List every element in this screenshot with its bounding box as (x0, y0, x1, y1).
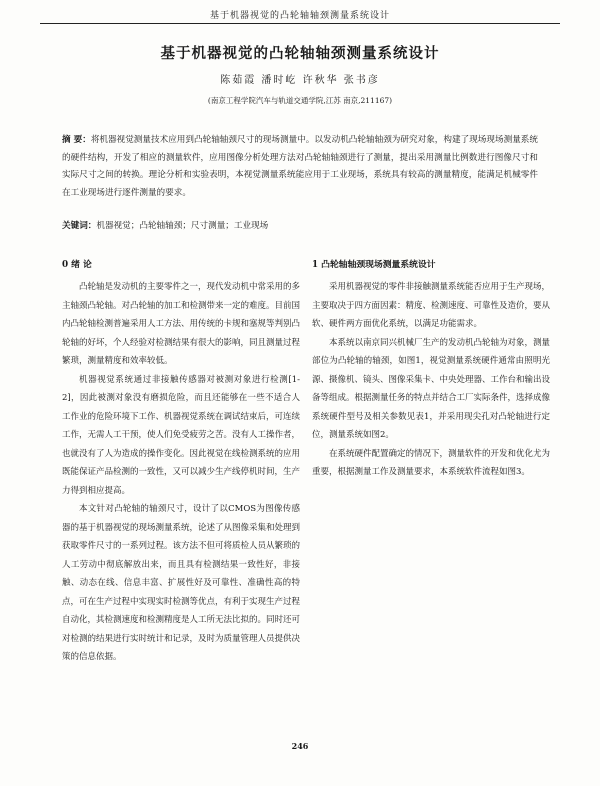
keywords (62, 218, 538, 235)
page-number: 246 (291, 741, 309, 751)
abstract (62, 132, 538, 202)
abstract-text: 将机器视觉测量技术应用到凸轮轴轴颈尺寸的现场测量中。以发动机凸轮轴轴颈为研究对象，构建了现场现场测量系统的硬件结构，开发了相应的测量软件，应用图像分析处理方法对凸轮轴轴颈进行了测量，提出采用测量比例数进行图像尺寸和实际尺寸之间的转换。理论分析和实验表明，本视觉测量系统能应用于工业现场，系统具有较高的测量精度，能满足机械零件在工业现场进行逐件测量的要求。 (62, 135, 538, 198)
system-paragraph: 采用机器视觉的零件非接触测量系统能否应用于生产现场，主要取决于四方面因素：精度、检测速度、可靠性及造价，要从软、硬件两方面优化系统，以满足功能需求。 (312, 282, 551, 329)
system-paragraph: 本系统以南京同兴机械厂生产的发动机凸轮轴为对象，测量部位为凸轮轴的轴颈，如图1，视觉测量系统硬件通常由照明光源、摄像机、镜头、图像采集卡、中央处理器、工作台和输出设备等组成。根据测量任务的特点并结合工厂实际条件，选择成像系统硬件型号及相关参数见表1，并采用现尖孔对凸轮轴进行定位，测量系统如图2。 (312, 337, 551, 440)
keywords-label: 关键词： (62, 221, 97, 231)
left-column (62, 256, 300, 667)
section-heading-intro: 0 绪 论 (62, 260, 92, 270)
keywords-text: 机器视觉；凸轮轴轴颈；尺寸测量；工业现场 (96, 221, 269, 231)
paper-authors: 陈茹霞 潘时屹 许秋华 张书彦 (220, 75, 380, 86)
intro-paragraph: 本文针对凸轮轴的轴颈尺寸，设计了以CMOS为图像传感器的基于机器视觉的现场测量系统，论述了从图像采集和处理到获取零件尺寸的一系列过程。该方法不但可将质检人员从繁琐的人工劳动中彻底解放出来，而且具有检测结果一致性好，非接触、动态在线、信息丰富、扩展性好及可靠性、准确性高的特点，可在生产过程中实现实时检测等优点，有利于实现生产过程自动化，其检测速度和检测精度是人工所无法比拟的。同时还可对检测的结果进行实时统计和记录，及时为质量管理人员提供决策的信息依据。 (62, 504, 301, 662)
system-paragraph: 在系统硬件配置确定的情况下，测量软件的开发和优化尤为重要，根据测量工作及测量要求，本系统软件流程如图3。 (312, 448, 551, 477)
intro-paragraph: 凸轮轴是发动机的主要零件之一，现代发动机中常采用的多主轴颈凸轮轴。对凸轮轴的加工和检测带来一定的难度。目前国内凸轮轴检测普遍采用人工方法、用传统的卡规和塞规等判别凸轮轴的好坏，个人经验对检测结果有很大的影响，同且测量过程繁琐，测量精度和效率较低。 (62, 282, 301, 366)
section-heading-system: 1 凸轮轴轴颈现场测量系统设计 (312, 260, 436, 270)
paper-affiliation: (南京工程学院汽车与轨道交通学院,江苏 南京,211167) (207, 96, 393, 105)
abstract-label: 摘 要： (62, 135, 91, 145)
header-rule (40, 23, 560, 24)
right-column (312, 256, 550, 482)
paper-title: 基于机器视觉的凸轮轴轴颈测量系统设计 (160, 45, 440, 62)
running-header: 基于机器视觉的凸轮轴轴颈测量系统设计 (209, 11, 390, 21)
intro-paragraph: 机器视觉系统通过非接触传感器对被测对象进行检测[1-2]，因此被测对象没有磨损危险，而且还能够在一些不适合人工作业的危险环境下工作、机器视觉系统在调试结束后，可连续工作，无需人工干预，使人们免受疲劳之苦。没有人工操作者，也就没有了人为造成的操作变化。因此视觉在线检测系统的应用既能保证产品检测的一致性，又可以减少生产线停机时间，生产力得到相应提高。 (62, 374, 301, 496)
